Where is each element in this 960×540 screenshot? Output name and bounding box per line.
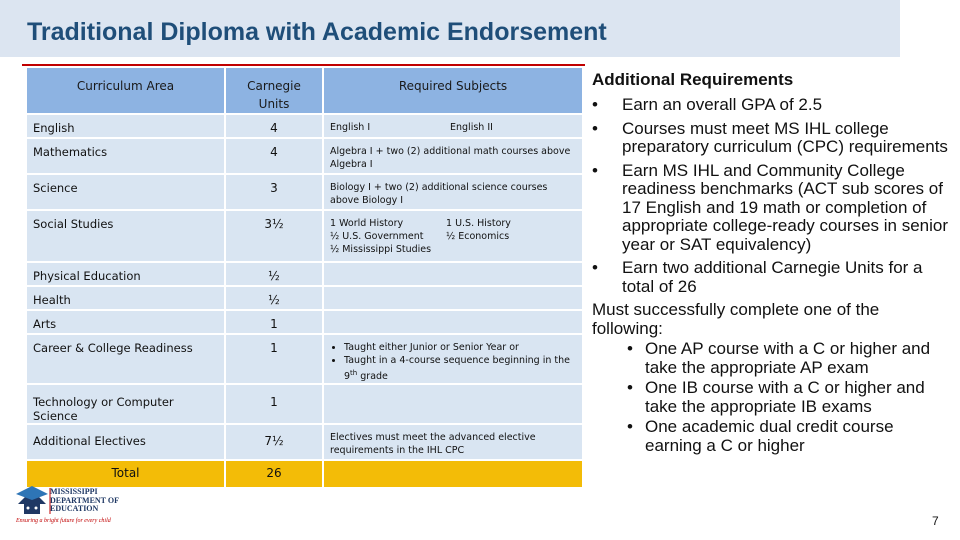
- table-row: [27, 262, 582, 286]
- bullet-icon: •: [627, 417, 633, 436]
- table-row: [27, 286, 582, 310]
- logo-tagline: Ensuring a bright future for every child: [16, 518, 111, 524]
- row-subject: Algebra I + two (2) additional math courses above Algebra I: [323, 138, 582, 174]
- row-area: Science: [33, 181, 78, 195]
- header-curriculum-area: Curriculum Area: [27, 68, 225, 114]
- row-subject: • Taught either Junior or Senior Year or: [344, 341, 576, 354]
- row-units: 1: [225, 384, 323, 424]
- additional-heading: Additional Requirements: [592, 70, 794, 89]
- row-subject: English II: [450, 122, 493, 133]
- row-subject: ½ Mississippi Studies: [330, 244, 432, 255]
- option-text: One AP course with a C or higher and take the appropriate AP exam: [645, 339, 931, 377]
- table-row: [27, 424, 582, 460]
- table-row: [27, 384, 582, 424]
- option-text: One IB course with a C or higher and take the appropriate IB exams: [645, 378, 925, 416]
- logo-line: MISSISSIPPI: [50, 487, 98, 496]
- row-units: 4: [225, 138, 323, 174]
- row-subject: 1 World History: [330, 218, 404, 229]
- option-bullet: [592, 379, 952, 416]
- total-label: Total: [111, 466, 140, 481]
- row-units: ½: [225, 262, 323, 286]
- row-units: 7½: [225, 424, 323, 460]
- logo-line: DEPARTMENT OF: [50, 495, 119, 505]
- option-bullet: [592, 418, 952, 455]
- requirement-bullet: [592, 96, 952, 115]
- bullet-icon: •: [592, 95, 598, 114]
- table-row: [27, 310, 582, 334]
- bullet-icon: •: [592, 258, 598, 277]
- title-rule: [22, 64, 585, 66]
- row-area: Social Studies: [33, 217, 114, 231]
- header-required-subjects: Required Subjects: [323, 68, 582, 114]
- curriculum-table: [27, 68, 582, 489]
- requirement-bullet: [592, 162, 952, 255]
- additional-requirements: [592, 70, 952, 455]
- row-area: Physical Education: [33, 269, 141, 283]
- requirement-text: Earn MS IHL and Community College readiness benchmarks (ACT sub scores of 17 English and 19 math or completion of appropriate college-ready courses in senior year or SAT equivalency): [622, 160, 949, 254]
- page-number: 7: [932, 514, 939, 528]
- logo-line: EDUCATION: [50, 504, 99, 513]
- must-complete-text: Must successfully complete one of the following:: [592, 300, 880, 338]
- row-area: Health: [33, 293, 71, 307]
- option-text: One academic dual credit course earning a C or higher: [645, 417, 894, 455]
- table-row: [27, 138, 582, 174]
- row-area: Career & College Readiness: [33, 341, 193, 355]
- table-row: [27, 174, 582, 210]
- row-subject: English I: [330, 122, 371, 133]
- table-header-row: [27, 68, 582, 114]
- row-area: Technology or Computer Science: [33, 395, 174, 424]
- total-units: 26: [225, 460, 323, 488]
- requirement-text: Earn two additional Carnegie Units for a total of 26: [622, 258, 923, 296]
- row-subject: ½ Economics: [446, 231, 510, 242]
- slide-title: Traditional Diploma with Academic Endorsement: [27, 18, 607, 46]
- table-row: [27, 114, 582, 138]
- requirement-text: Earn an overall GPA of 2.5: [622, 95, 823, 114]
- row-units: 1: [225, 310, 323, 334]
- row-subject: 1 U.S. History: [446, 218, 511, 229]
- bullet-icon: •: [592, 118, 598, 138]
- option-bullet: [592, 340, 952, 377]
- row-area: English: [33, 121, 75, 135]
- bullet-icon: •: [627, 378, 633, 397]
- row-units: 3: [225, 174, 323, 210]
- row-units: ½: [225, 286, 323, 310]
- table-row: [27, 210, 582, 262]
- row-subject: ½ U.S. Government: [330, 231, 424, 242]
- row-units: 1: [225, 334, 323, 384]
- row-area: Additional Electives: [33, 434, 146, 449]
- row-subject: Electives must meet the advanced elective requirements in the IHL CPC: [323, 424, 582, 460]
- row-units: 4: [225, 114, 323, 138]
- requirement-bullet: [592, 259, 952, 296]
- header-carnegie-units: Carnegie Units: [225, 68, 323, 114]
- logo-text: [50, 488, 119, 514]
- row-area: Mathematics: [33, 145, 108, 159]
- requirement-text: Courses must meet MS IHL college preparatory curriculum (CPC) requirements: [622, 118, 948, 156]
- bullet-icon: •: [627, 339, 633, 358]
- table-row: [27, 334, 582, 384]
- requirement-bullet: [592, 120, 952, 157]
- row-subject: • Taught in a 4-course sequence beginning in the 9th grade: [344, 354, 576, 383]
- row-area: Arts: [33, 317, 57, 331]
- row-units: 3½: [225, 210, 323, 262]
- bullet-icon: •: [592, 160, 598, 180]
- row-subject: Biology I + two (2) additional science courses above Biology I: [323, 174, 582, 210]
